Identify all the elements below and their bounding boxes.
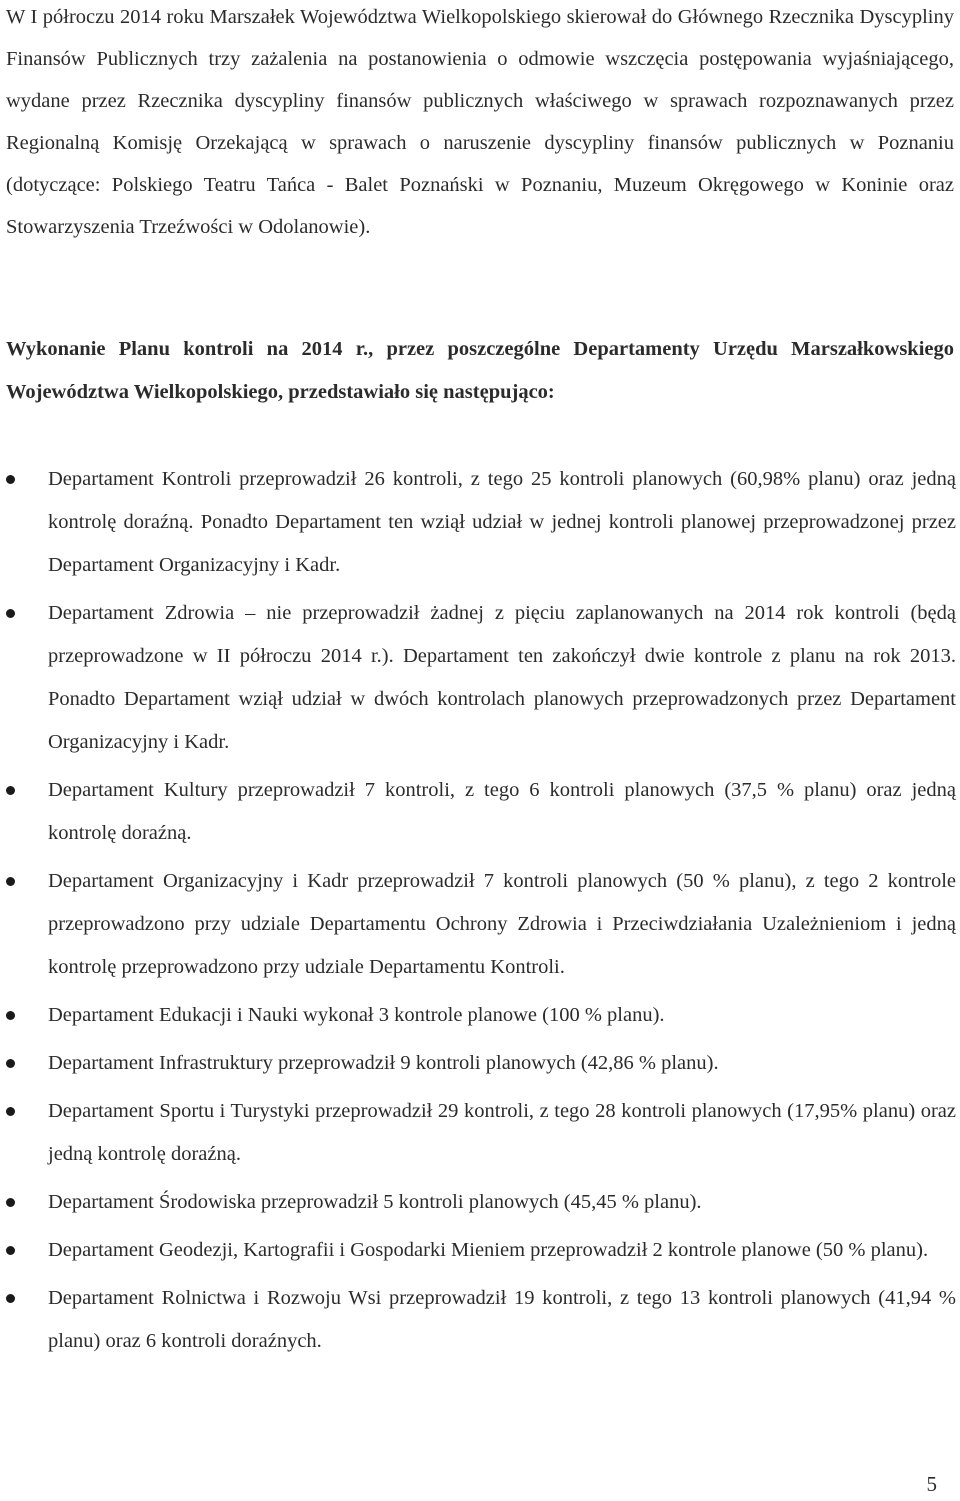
list-item-text: Departament Kultury przeprowadził 7 kontroli, z tego 6 kontroli planowych (37,5 % planu) oraz jedną kontrolę doraźną.	[48, 779, 956, 844]
list-item-department-srodowiska	[6, 1181, 956, 1224]
list-item-department-organizacyjny	[6, 860, 956, 989]
list-item-department-kultury	[6, 769, 956, 855]
list-item-text: Departament Sportu i Turystyki przeprowadził 29 kontroli, z tego 28 kontroli planowych (17,95% planu) oraz jedną kontrolę doraźną.	[48, 1100, 956, 1165]
list-item-text: Departament Organizacyjny i Kadr przeprowadził 7 kontroli planowych (50 % planu), z tego 2 kontrole przeprowadzono przy udziale Departamentu Ochrony Zdrowia i Przeciwdziałania Uzależnieniom i jedną kontrolę przeprowadzono przy udziale Departamentu Kontroli.	[48, 870, 956, 978]
bullet-icon	[6, 1107, 15, 1116]
page-number: 5	[926, 1472, 937, 1496]
list-item-text: Departament Edukacji i Nauki wykonał 3 kontrole planowe (100 % planu).	[48, 1004, 665, 1026]
list-item-text: Departament Infrastruktury przeprowadził 9 kontroli planowych (42,86 % planu).	[48, 1052, 719, 1074]
intro-paragraph: W I półroczu 2014 roku Marszałek Województwa Wielkopolskiego skierował do Głównego Rzecznika Dyscypliny Finansów Publicznych trzy zażalenia na postanowienia o odmowie wszczęcia postępowania wyjaśniającego, wydane przez Rzecznika dyscypliny finansów publicznych właściwego w sprawach rozpoznawanych przez Regionalną Komisję Orzekającą w sprawach o naruszenie dyscypliny finansów publicznych w Poznaniu (dotyczące: Polskiego Teatru Tańca - Balet Poznański w Poznaniu, Muzeum Okręgowego w Koninie oraz Stowarzyszenia Trzeźwości w Odolanowie).	[6, 6, 954, 238]
bullet-icon	[6, 609, 15, 618]
list-item-department-sportu	[6, 1090, 956, 1176]
list-item-department-zdrowia	[6, 592, 956, 764]
list-item-text: Departament Geodezji, Kartografii i Gospodarki Mieniem przeprowadził 2 kontrole planowe (50 % planu).	[48, 1239, 929, 1261]
bullet-icon	[6, 475, 15, 484]
section-heading: Wykonanie Planu kontroli na 2014 r., przez poszczególne Departamenty Urzędu Marszałkowskiego Województwa Wielkopolskiego, przedstawiało się następująco:	[6, 338, 954, 403]
bullet-icon	[6, 1059, 15, 1068]
list-item-text: Departament Rolnictwa i Rozwoju Wsi przeprowadził 19 kontroli, z tego 13 kontroli planowych (41,94 % planu) oraz 6 kontroli doraźnych.	[48, 1287, 956, 1352]
list-item-department-kontroli	[6, 458, 956, 587]
list-item-text: Departament Środowiska przeprowadził 5 kontroli planowych (45,45 % planu).	[48, 1191, 702, 1213]
document-page	[6, 0, 954, 1501]
list-item-department-infrastruktury	[6, 1042, 956, 1085]
bullet-icon	[6, 1294, 15, 1303]
bullet-icon	[6, 786, 15, 795]
department-list	[6, 458, 956, 1368]
list-item-department-geodezji	[6, 1229, 956, 1272]
bullet-icon	[6, 1198, 15, 1207]
bullet-icon	[6, 1011, 15, 1020]
list-item-department-rolnictwa	[6, 1277, 956, 1363]
list-item-department-edukacji	[6, 994, 956, 1037]
bullet-icon	[6, 1246, 15, 1255]
list-item-text: Departament Zdrowia – nie przeprowadził żadnej z pięciu zaplanowanych na 2014 rok kontroli (będą przeprowadzone w II półroczu 2014 r.). Departament ten zakończył dwie kontrole z planu na rok 2013. Ponadto Departament wziął udział w dwóch kontrolach planowych przeprowadzonych przez Departament Organizacyjny i Kadr.	[48, 602, 956, 753]
bullet-icon	[6, 877, 15, 886]
list-item-text: Departament Kontroli przeprowadził 26 kontroli, z tego 25 kontroli planowych (60,98% planu) oraz jedną kontrolę doraźną. Ponadto Departament ten wziął udział w jednej kontroli planowej przeprowadzonej przez Departament Organizacyjny i Kadr.	[48, 468, 956, 576]
